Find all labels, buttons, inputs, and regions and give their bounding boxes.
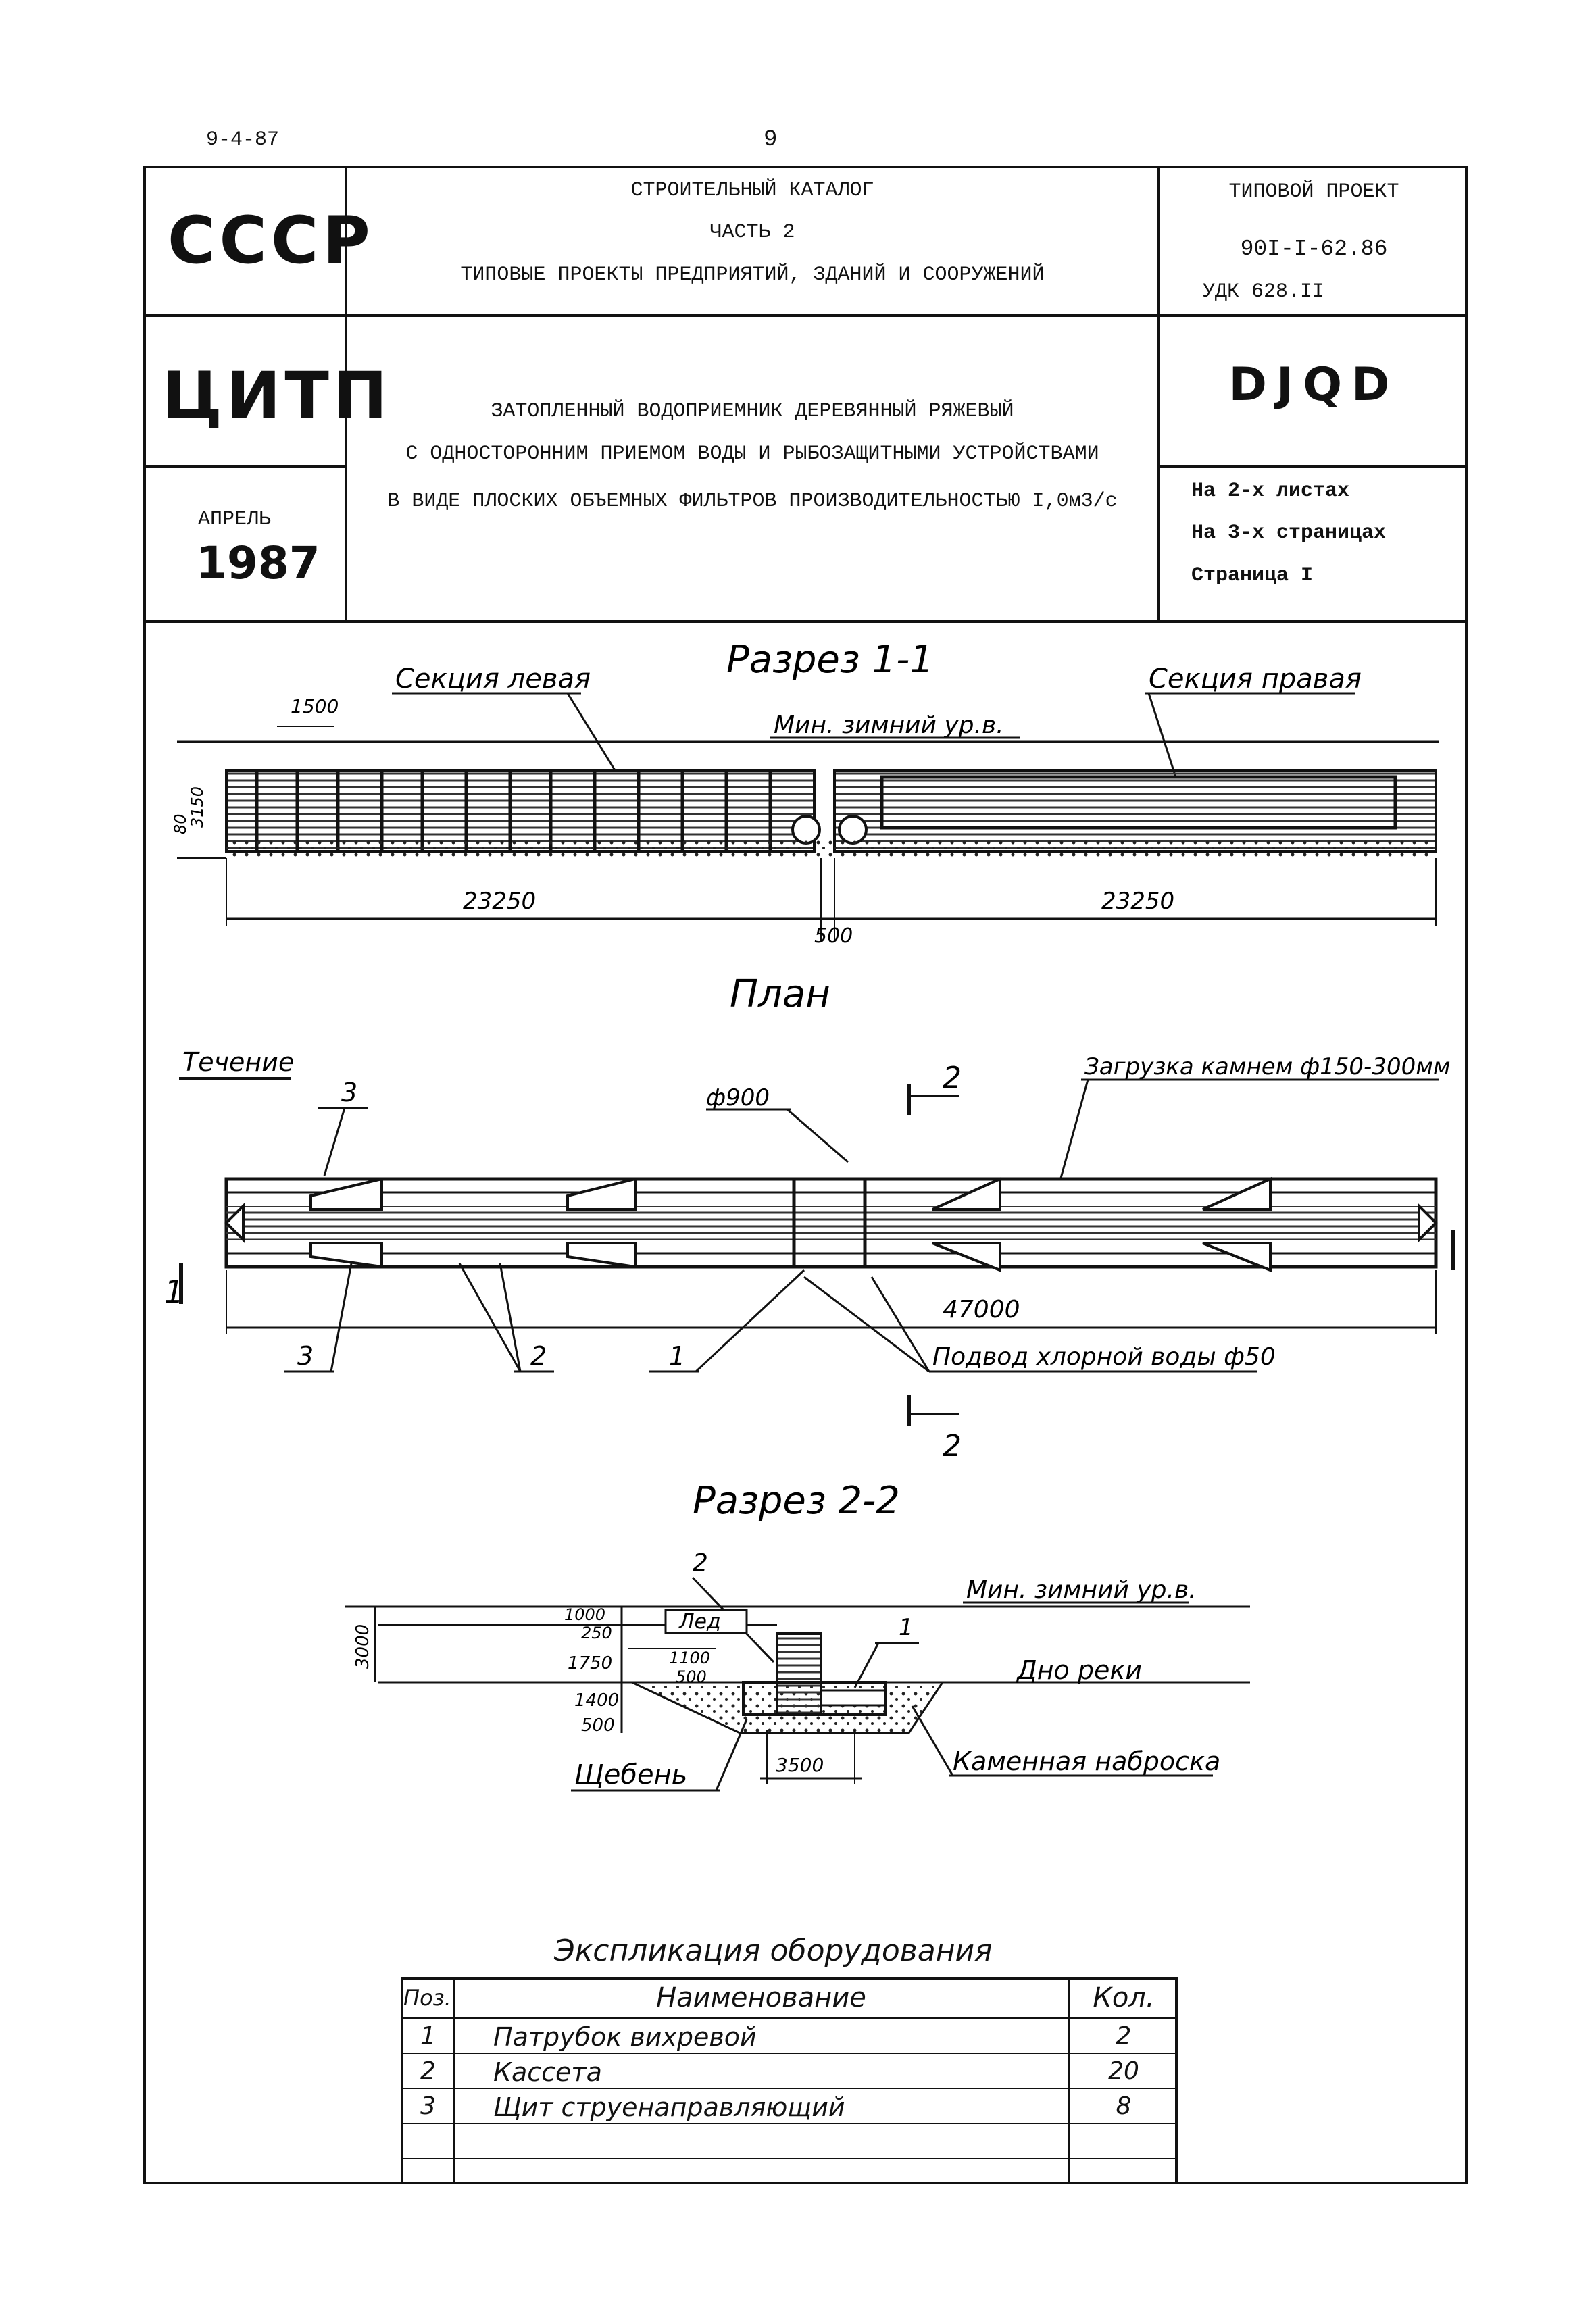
title-line-2: С ОДНОСТОРОННИМ ПРИЕМОМ ВОДЫ И РЫБОЗАЩИТНЫМИ УСТРОЙСТВАМИ xyxy=(405,443,1099,466)
right-section-leader xyxy=(1149,693,1176,777)
row-3-pos: 3 xyxy=(420,2092,436,2120)
catalog-line-3: ТИПОВЫЕ ПРОЕКТЫ ПРЕДПРИЯТИЙ, ЗДАНИЙ И СООРУЖЕНИЙ xyxy=(460,263,1045,286)
s22-dim-5: 500 xyxy=(581,1715,615,1736)
callout-2-section: 2 xyxy=(693,1549,708,1577)
date-year: 1987 xyxy=(196,537,320,589)
org-ussr: СССР xyxy=(168,203,374,278)
title-line-3: В ВИДЕ ПЛОСКИХ ОБЪЕМНЫХ ФИЛЬТРОВ ПРОИЗВОДИТЕЛЬНОСТЬЮ I,0м3/с xyxy=(387,490,1118,513)
callout-2: 2 xyxy=(530,1341,547,1371)
udk-code: УДК 628.II xyxy=(1203,280,1325,303)
s22-crib xyxy=(777,1634,821,1715)
callout-3-top: 3 xyxy=(341,1078,358,1107)
col-qty-header: Кол. xyxy=(1093,1982,1155,2013)
callout-1: 1 xyxy=(669,1341,686,1371)
dim-right-length: 23250 xyxy=(1101,888,1175,915)
river-bottom-label: Дно реки xyxy=(1017,1655,1143,1685)
date-month: АПРЕЛЬ xyxy=(198,508,272,531)
dim-height-1: 3150 xyxy=(188,786,207,828)
title-line-1: ЗАТОПЛЕННЫЙ ВОДОПРИЕМНИК ДЕРЕВЯННЫЙ РЯЖЕВЫЙ xyxy=(491,400,1014,423)
sheets-count: На 2-х листах xyxy=(1191,480,1350,503)
section-1-1-title: Разрез 1-1 xyxy=(726,638,934,682)
s22-dim-3: 1750 xyxy=(568,1653,613,1674)
row-1-name: Патрубок вихревой xyxy=(493,2022,757,2052)
s22-dim-total-label: 3000 xyxy=(353,1624,373,1669)
s22-dim-1: 1000 xyxy=(564,1605,606,1624)
rockfill-label: Каменная наброска xyxy=(953,1746,1221,1776)
pages-count: На 3-х страницах xyxy=(1191,522,1387,545)
right-section-label: Секция правая xyxy=(1149,663,1362,695)
plan-side-mark: 1 xyxy=(164,1274,184,1310)
flow-label: Течение xyxy=(182,1047,295,1077)
dim-height-2: 80 xyxy=(171,813,190,834)
plan-total-length: 47000 xyxy=(943,1296,1020,1324)
row-1-pos: 1 xyxy=(420,2022,436,2050)
riverbed-strip xyxy=(226,838,1436,857)
gravel-label: Щебень xyxy=(574,1759,688,1790)
row-3-qty: 8 xyxy=(1116,2092,1132,2120)
s22-dim-2: 250 xyxy=(581,1624,612,1642)
s22-dim-500: 500 xyxy=(676,1667,707,1686)
project-label: ТИПОВОЙ ПРОЕКТ xyxy=(1228,180,1399,203)
row-2-name: Кассета xyxy=(493,2057,602,2087)
dim-left-length: 23250 xyxy=(463,888,537,915)
page-number: 9 xyxy=(764,127,778,153)
row-2-pos: 2 xyxy=(420,2057,436,2085)
s22-water-label: Мин. зимний ур.в. xyxy=(966,1576,1197,1604)
s22-width-label: 3500 xyxy=(776,1754,824,1776)
code-box: DJQD xyxy=(1228,358,1399,411)
water-level-label: Мин. зимний ур.в. xyxy=(774,711,1004,739)
s22-dim-1100: 1100 xyxy=(669,1649,711,1667)
plan-cut-mark-top: 2 xyxy=(943,1061,962,1095)
callout-3-bottom: 3 xyxy=(297,1341,314,1371)
catalog-line-2: ЧАСТЬ 2 xyxy=(709,221,795,244)
loading-label: Загрузка камнем ф150-300мм xyxy=(1084,1053,1451,1080)
chlorine-label: Подвод хлорной воды ф50 xyxy=(932,1343,1276,1371)
plan-filter-strip xyxy=(226,1206,1436,1240)
row-3-name: Щит струенаправляющий xyxy=(493,2092,845,2122)
s22-pipe xyxy=(821,1690,885,1705)
row-2-qty: 20 xyxy=(1108,2057,1139,2085)
dim-1500: 1500 xyxy=(291,695,339,718)
dim-gap: 500 xyxy=(814,924,853,948)
plan-pipe-label: ф900 xyxy=(706,1084,770,1111)
page-label: Страница I xyxy=(1191,564,1314,587)
left-section-leader xyxy=(568,693,615,770)
callout-1-section: 1 xyxy=(899,1614,914,1641)
section-2-2-title: Разрез 2-2 xyxy=(693,1479,900,1523)
s22-dim-4: 1400 xyxy=(574,1690,620,1711)
org-citp: ЦИТП xyxy=(162,358,392,434)
col-name-header: Наименование xyxy=(656,1982,866,2013)
ice-label: Лед xyxy=(679,1610,721,1634)
col-pos-header: Поз. xyxy=(403,1985,451,2011)
plan-cut-mark-bottom: 2 xyxy=(943,1429,962,1463)
plan-title: План xyxy=(730,972,830,1016)
project-number: 90I-I-62.86 xyxy=(1240,236,1388,261)
row-1-qty: 2 xyxy=(1116,2022,1132,2050)
document-code: 9-4-87 xyxy=(206,128,280,151)
catalog-line-1: СТРОИТЕЛЬНЫЙ КАТАЛОГ xyxy=(630,179,874,202)
left-section-label: Секция левая xyxy=(395,663,591,695)
explication-title: Экспликация оборудования xyxy=(554,1934,993,1968)
